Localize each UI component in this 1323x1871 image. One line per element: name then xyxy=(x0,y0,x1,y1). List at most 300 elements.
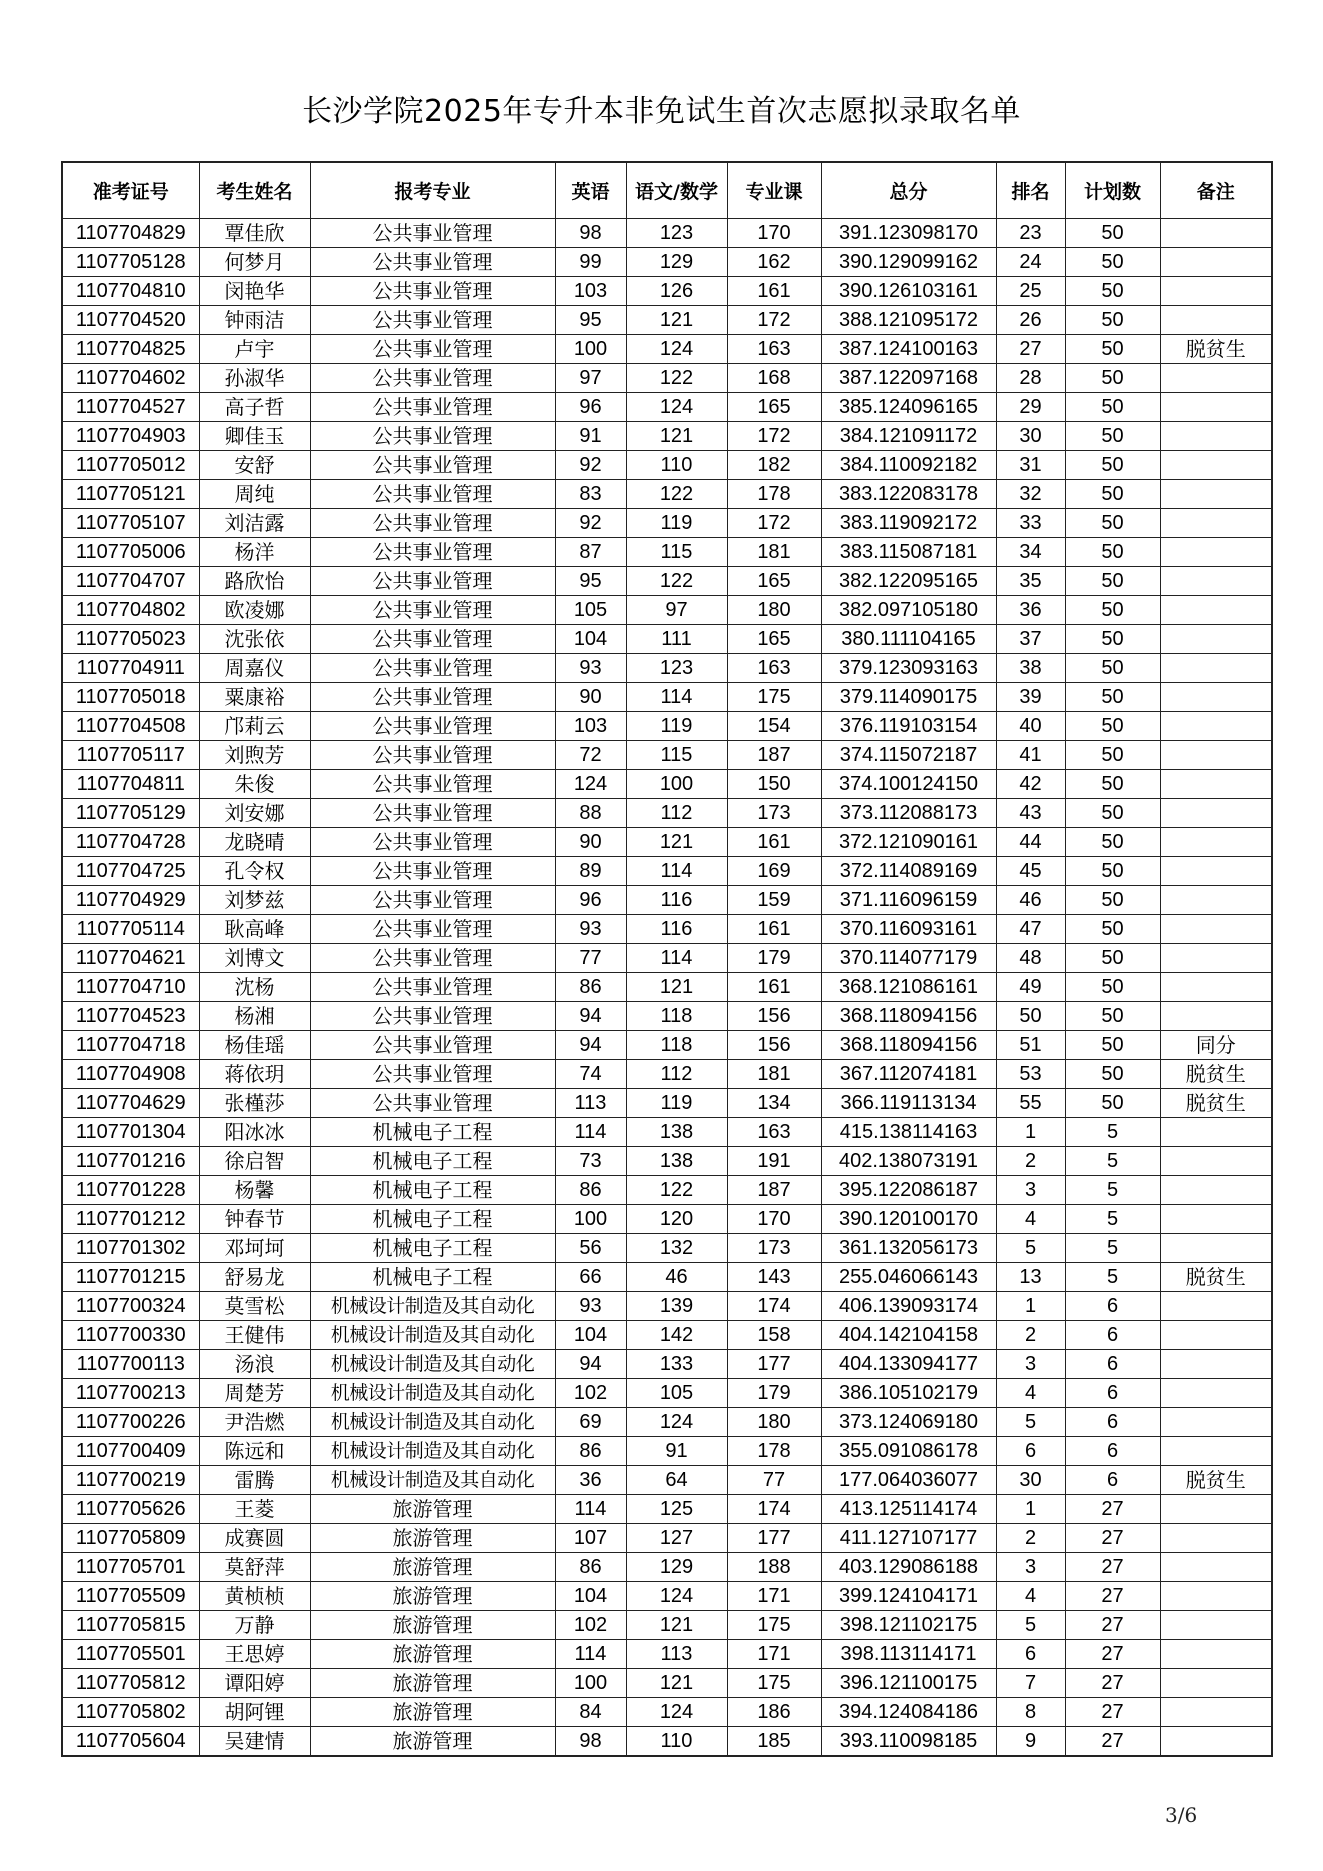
cell-exam-id: 1107704602 xyxy=(62,364,199,393)
cell-major: 机械电子工程 xyxy=(310,1263,555,1292)
cell-chinese-math: 118 xyxy=(626,1031,727,1060)
cell-total: 386.105102179 xyxy=(821,1379,996,1408)
cell-name: 刘安娜 xyxy=(199,799,310,828)
cell-english: 94 xyxy=(555,1031,626,1060)
cell-exam-id: 1107705128 xyxy=(62,248,199,277)
cell-major-course: 163 xyxy=(727,335,821,364)
table-row xyxy=(62,1205,1272,1234)
cell-name: 舒易龙 xyxy=(199,1263,310,1292)
cell-major-course: 156 xyxy=(727,1002,821,1031)
cell-major: 机械电子工程 xyxy=(310,1234,555,1263)
table-row xyxy=(62,1002,1272,1031)
cell-name: 孙淑华 xyxy=(199,364,310,393)
cell-name: 万静 xyxy=(199,1611,310,1640)
cell-total: 382.122095165 xyxy=(821,567,996,596)
table-row xyxy=(62,915,1272,944)
cell-name: 王思婷 xyxy=(199,1640,310,1669)
cell-total: 393.110098185 xyxy=(821,1727,996,1757)
cell-rank: 30 xyxy=(996,1466,1065,1495)
cell-major: 机械设计制造及其自动化 xyxy=(310,1379,555,1408)
cell-exam-id: 1107704621 xyxy=(62,944,199,973)
cell-rank: 29 xyxy=(996,393,1065,422)
cell-exam-id: 1107705107 xyxy=(62,509,199,538)
cell-note xyxy=(1160,828,1272,857)
cell-name: 刘博文 xyxy=(199,944,310,973)
cell-exam-id: 1107705802 xyxy=(62,1698,199,1727)
cell-major: 公共事业管理 xyxy=(310,248,555,277)
cell-note xyxy=(1160,1147,1272,1176)
cell-rank: 44 xyxy=(996,828,1065,857)
cell-exam-id: 1107705114 xyxy=(62,915,199,944)
cell-name: 王健伟 xyxy=(199,1321,310,1350)
cell-major-course: 179 xyxy=(727,1379,821,1408)
table-row xyxy=(62,596,1272,625)
cell-exam-id: 1107704903 xyxy=(62,422,199,451)
cell-name: 徐启智 xyxy=(199,1147,310,1176)
cell-plan: 6 xyxy=(1065,1437,1160,1466)
cell-plan: 50 xyxy=(1065,596,1160,625)
cell-note xyxy=(1160,596,1272,625)
cell-name: 王菱 xyxy=(199,1495,310,1524)
cell-rank: 35 xyxy=(996,567,1065,596)
cell-plan: 50 xyxy=(1065,828,1160,857)
cell-english: 124 xyxy=(555,770,626,799)
cell-chinese-math: 110 xyxy=(626,1727,727,1757)
table-row xyxy=(62,393,1272,422)
cell-plan: 50 xyxy=(1065,1002,1160,1031)
cell-total: 370.114077179 xyxy=(821,944,996,973)
cell-exam-id: 1107701216 xyxy=(62,1147,199,1176)
cell-major-course: 168 xyxy=(727,364,821,393)
cell-total: 383.115087181 xyxy=(821,538,996,567)
cell-major: 旅游管理 xyxy=(310,1669,555,1698)
cell-english: 113 xyxy=(555,1089,626,1118)
cell-name: 吴建情 xyxy=(199,1727,310,1757)
cell-name: 粟康裕 xyxy=(199,683,310,712)
cell-rank: 27 xyxy=(996,335,1065,364)
cell-rank: 50 xyxy=(996,1002,1065,1031)
cell-note xyxy=(1160,1350,1272,1379)
cell-major-course: 178 xyxy=(727,1437,821,1466)
cell-major: 旅游管理 xyxy=(310,1698,555,1727)
cell-name: 沈杨 xyxy=(199,973,310,1002)
cell-major: 公共事业管理 xyxy=(310,306,555,335)
cell-english: 93 xyxy=(555,654,626,683)
cell-english: 104 xyxy=(555,625,626,654)
cell-major: 公共事业管理 xyxy=(310,596,555,625)
cell-name: 刘洁露 xyxy=(199,509,310,538)
table-row xyxy=(62,712,1272,741)
table-row xyxy=(62,1176,1272,1205)
cell-plan: 5 xyxy=(1065,1205,1160,1234)
cell-chinese-math: 112 xyxy=(626,1060,727,1089)
cell-note: 脱贫生 xyxy=(1160,1089,1272,1118)
cell-note xyxy=(1160,1669,1272,1698)
cell-english: 102 xyxy=(555,1611,626,1640)
cell-major: 公共事业管理 xyxy=(310,654,555,683)
cell-plan: 50 xyxy=(1065,219,1160,248)
cell-rank: 42 xyxy=(996,770,1065,799)
cell-major-course: 156 xyxy=(727,1031,821,1060)
cell-english: 96 xyxy=(555,393,626,422)
cell-total: 404.142104158 xyxy=(821,1321,996,1350)
cell-exam-id: 1107701212 xyxy=(62,1205,199,1234)
cell-chinese-math: 121 xyxy=(626,828,727,857)
cell-rank: 39 xyxy=(996,683,1065,712)
cell-total: 370.116093161 xyxy=(821,915,996,944)
cell-note xyxy=(1160,915,1272,944)
table-row xyxy=(62,1292,1272,1321)
cell-exam-id: 1107705018 xyxy=(62,683,199,712)
cell-major: 公共事业管理 xyxy=(310,219,555,248)
cell-major: 公共事业管理 xyxy=(310,364,555,393)
cell-major: 公共事业管理 xyxy=(310,1031,555,1060)
cell-name: 钟雨洁 xyxy=(199,306,310,335)
cell-total: 415.138114163 xyxy=(821,1118,996,1147)
cell-major: 公共事业管理 xyxy=(310,538,555,567)
cell-major: 旅游管理 xyxy=(310,1495,555,1524)
cell-name: 高子哲 xyxy=(199,393,310,422)
table-row xyxy=(62,828,1272,857)
cell-english: 93 xyxy=(555,1292,626,1321)
cell-name: 邓坷坷 xyxy=(199,1234,310,1263)
cell-plan: 50 xyxy=(1065,857,1160,886)
cell-total: 383.122083178 xyxy=(821,480,996,509)
cell-note xyxy=(1160,886,1272,915)
table-row xyxy=(62,799,1272,828)
cell-major: 旅游管理 xyxy=(310,1611,555,1640)
cell-total: 366.119113134 xyxy=(821,1089,996,1118)
cell-plan: 5 xyxy=(1065,1147,1160,1176)
cell-note xyxy=(1160,1002,1272,1031)
cell-chinese-math: 120 xyxy=(626,1205,727,1234)
cell-exam-id: 1107705006 xyxy=(62,538,199,567)
table-row xyxy=(62,1524,1272,1553)
cell-major: 旅游管理 xyxy=(310,1640,555,1669)
cell-name: 杨湘 xyxy=(199,1002,310,1031)
cell-note xyxy=(1160,799,1272,828)
cell-english: 102 xyxy=(555,1379,626,1408)
cell-rank: 36 xyxy=(996,596,1065,625)
cell-total: 387.124100163 xyxy=(821,335,996,364)
cell-rank: 4 xyxy=(996,1205,1065,1234)
cell-plan: 27 xyxy=(1065,1553,1160,1582)
cell-english: 103 xyxy=(555,277,626,306)
cell-total: 361.132056173 xyxy=(821,1234,996,1263)
cell-note xyxy=(1160,1524,1272,1553)
cell-english: 104 xyxy=(555,1321,626,1350)
cell-exam-id: 1107701215 xyxy=(62,1263,199,1292)
cell-chinese-math: 132 xyxy=(626,1234,727,1263)
cell-chinese-math: 129 xyxy=(626,1553,727,1582)
cell-rank: 30 xyxy=(996,422,1065,451)
cell-major: 公共事业管理 xyxy=(310,915,555,944)
cell-major: 机械电子工程 xyxy=(310,1118,555,1147)
cell-rank: 4 xyxy=(996,1582,1065,1611)
cell-chinese-math: 113 xyxy=(626,1640,727,1669)
cell-plan: 50 xyxy=(1065,451,1160,480)
cell-chinese-math: 126 xyxy=(626,277,727,306)
cell-note xyxy=(1160,712,1272,741)
table-row xyxy=(62,944,1272,973)
cell-exam-id: 1107704523 xyxy=(62,1002,199,1031)
table-row xyxy=(62,1611,1272,1640)
cell-total: 373.124069180 xyxy=(821,1408,996,1437)
cell-plan: 50 xyxy=(1065,770,1160,799)
cell-name: 汤浪 xyxy=(199,1350,310,1379)
table-row xyxy=(62,422,1272,451)
cell-major-course: 161 xyxy=(727,973,821,1002)
cell-name: 卢宇 xyxy=(199,335,310,364)
cell-name: 朱俊 xyxy=(199,770,310,799)
cell-plan: 50 xyxy=(1065,567,1160,596)
cell-total: 398.113114171 xyxy=(821,1640,996,1669)
cell-exam-id: 1107700213 xyxy=(62,1379,199,1408)
cell-major: 机械设计制造及其自动化 xyxy=(310,1437,555,1466)
cell-exam-id: 1107704908 xyxy=(62,1060,199,1089)
cell-chinese-math: 121 xyxy=(626,1611,727,1640)
cell-major-course: 191 xyxy=(727,1147,821,1176)
cell-rank: 48 xyxy=(996,944,1065,973)
cell-major: 机械设计制造及其自动化 xyxy=(310,1350,555,1379)
cell-total: 398.121102175 xyxy=(821,1611,996,1640)
cell-rank: 6 xyxy=(996,1437,1065,1466)
cell-total: 394.124084186 xyxy=(821,1698,996,1727)
cell-major: 机械电子工程 xyxy=(310,1147,555,1176)
cell-total: 399.124104171 xyxy=(821,1582,996,1611)
cell-exam-id: 1107705023 xyxy=(62,625,199,654)
cell-major: 公共事业管理 xyxy=(310,741,555,770)
cell-english: 86 xyxy=(555,1553,626,1582)
cell-total: 367.112074181 xyxy=(821,1060,996,1089)
cell-plan: 27 xyxy=(1065,1669,1160,1698)
cell-major: 旅游管理 xyxy=(310,1582,555,1611)
cell-major-course: 182 xyxy=(727,451,821,480)
cell-major: 公共事业管理 xyxy=(310,886,555,915)
header-chinese-math: 语文/数学 xyxy=(626,162,727,219)
cell-rank: 31 xyxy=(996,451,1065,480)
cell-chinese-math: 139 xyxy=(626,1292,727,1321)
cell-rank: 3 xyxy=(996,1553,1065,1582)
cell-major-course: 187 xyxy=(727,741,821,770)
cell-major-course: 173 xyxy=(727,1234,821,1263)
cell-note xyxy=(1160,480,1272,509)
cell-exam-id: 1107704629 xyxy=(62,1089,199,1118)
cell-english: 88 xyxy=(555,799,626,828)
cell-chinese-math: 112 xyxy=(626,799,727,828)
cell-note xyxy=(1160,741,1272,770)
cell-total: 373.112088173 xyxy=(821,799,996,828)
cell-note xyxy=(1160,219,1272,248)
cell-major: 公共事业管理 xyxy=(310,1089,555,1118)
cell-total: 379.114090175 xyxy=(821,683,996,712)
cell-note xyxy=(1160,1292,1272,1321)
cell-note xyxy=(1160,538,1272,567)
cell-chinese-math: 122 xyxy=(626,567,727,596)
cell-plan: 6 xyxy=(1065,1321,1160,1350)
cell-total: 372.114089169 xyxy=(821,857,996,886)
cell-total: 385.124096165 xyxy=(821,393,996,422)
cell-total: 355.091086178 xyxy=(821,1437,996,1466)
cell-exam-id: 1107700409 xyxy=(62,1437,199,1466)
cell-note xyxy=(1160,451,1272,480)
cell-exam-id: 1107700226 xyxy=(62,1408,199,1437)
cell-total: 384.121091172 xyxy=(821,422,996,451)
cell-major-course: 173 xyxy=(727,799,821,828)
cell-plan: 50 xyxy=(1065,335,1160,364)
cell-total: 372.121090161 xyxy=(821,828,996,857)
cell-major-course: 172 xyxy=(727,422,821,451)
cell-major: 机械电子工程 xyxy=(310,1205,555,1234)
cell-plan: 50 xyxy=(1065,683,1160,712)
cell-major-course: 181 xyxy=(727,538,821,567)
cell-english: 77 xyxy=(555,944,626,973)
cell-rank: 49 xyxy=(996,973,1065,1002)
cell-total: 384.110092182 xyxy=(821,451,996,480)
cell-chinese-math: 138 xyxy=(626,1147,727,1176)
cell-plan: 50 xyxy=(1065,654,1160,683)
cell-major-course: 165 xyxy=(727,567,821,596)
cell-rank: 53 xyxy=(996,1060,1065,1089)
cell-total: 382.097105180 xyxy=(821,596,996,625)
cell-major-course: 174 xyxy=(727,1292,821,1321)
cell-major-course: 169 xyxy=(727,857,821,886)
cell-rank: 41 xyxy=(996,741,1065,770)
header-plan: 计划数 xyxy=(1065,162,1160,219)
cell-chinese-math: 91 xyxy=(626,1437,727,1466)
cell-rank: 6 xyxy=(996,1640,1065,1669)
cell-chinese-math: 119 xyxy=(626,1089,727,1118)
table-row xyxy=(62,1350,1272,1379)
cell-chinese-math: 127 xyxy=(626,1524,727,1553)
cell-name: 张槿莎 xyxy=(199,1089,310,1118)
cell-major: 公共事业管理 xyxy=(310,625,555,654)
cell-major-course: 177 xyxy=(727,1524,821,1553)
cell-chinese-math: 100 xyxy=(626,770,727,799)
cell-major-course: 170 xyxy=(727,1205,821,1234)
cell-name: 莫舒萍 xyxy=(199,1553,310,1582)
cell-note xyxy=(1160,973,1272,1002)
cell-name: 耿高峰 xyxy=(199,915,310,944)
cell-english: 89 xyxy=(555,857,626,886)
cell-chinese-math: 121 xyxy=(626,422,727,451)
cell-chinese-math: 124 xyxy=(626,1698,727,1727)
cell-name: 周纯 xyxy=(199,480,310,509)
table-row xyxy=(62,1263,1272,1292)
cell-chinese-math: 115 xyxy=(626,538,727,567)
table-row xyxy=(62,1118,1272,1147)
cell-exam-id: 1107705117 xyxy=(62,741,199,770)
cell-major: 公共事业管理 xyxy=(310,828,555,857)
cell-chinese-math: 116 xyxy=(626,886,727,915)
cell-note xyxy=(1160,1234,1272,1263)
cell-plan: 50 xyxy=(1065,364,1160,393)
cell-plan: 50 xyxy=(1065,741,1160,770)
cell-rank: 25 xyxy=(996,277,1065,306)
cell-major-course: 174 xyxy=(727,1495,821,1524)
cell-english: 83 xyxy=(555,480,626,509)
cell-major-course: 175 xyxy=(727,1669,821,1698)
cell-note xyxy=(1160,1640,1272,1669)
table-row xyxy=(62,1698,1272,1727)
table-row xyxy=(62,1089,1272,1118)
table-row xyxy=(62,973,1272,1002)
cell-major-course: 150 xyxy=(727,770,821,799)
cell-plan: 50 xyxy=(1065,1089,1160,1118)
cell-plan: 50 xyxy=(1065,1031,1160,1060)
admission-table xyxy=(61,161,1273,1757)
table-row xyxy=(62,625,1272,654)
cell-chinese-math: 118 xyxy=(626,1002,727,1031)
table-row xyxy=(62,335,1272,364)
table-row xyxy=(62,277,1272,306)
cell-note xyxy=(1160,1495,1272,1524)
cell-english: 86 xyxy=(555,973,626,1002)
cell-major-course: 178 xyxy=(727,480,821,509)
cell-note xyxy=(1160,654,1272,683)
cell-note xyxy=(1160,567,1272,596)
cell-note: 脱贫生 xyxy=(1160,1263,1272,1292)
cell-name: 孔令权 xyxy=(199,857,310,886)
cell-note: 脱贫生 xyxy=(1160,335,1272,364)
table-row xyxy=(62,219,1272,248)
cell-plan: 50 xyxy=(1065,509,1160,538)
cell-major: 机械设计制造及其自动化 xyxy=(310,1292,555,1321)
cell-plan: 50 xyxy=(1065,712,1160,741)
cell-exam-id: 1107704911 xyxy=(62,654,199,683)
table-row xyxy=(62,1234,1272,1263)
cell-exam-id: 1107704811 xyxy=(62,770,199,799)
cell-chinese-math: 114 xyxy=(626,944,727,973)
cell-chinese-math: 115 xyxy=(626,741,727,770)
cell-major-course: 172 xyxy=(727,509,821,538)
cell-total: 396.121100175 xyxy=(821,1669,996,1698)
cell-plan: 27 xyxy=(1065,1727,1160,1757)
cell-major: 公共事业管理 xyxy=(310,277,555,306)
cell-name: 龙晓晴 xyxy=(199,828,310,857)
cell-rank: 5 xyxy=(996,1408,1065,1437)
cell-major-course: 171 xyxy=(727,1640,821,1669)
cell-major-course: 159 xyxy=(727,886,821,915)
header-major: 报考专业 xyxy=(310,162,555,219)
cell-note xyxy=(1160,422,1272,451)
cell-rank: 28 xyxy=(996,364,1065,393)
cell-rank: 2 xyxy=(996,1321,1065,1350)
cell-major: 公共事业管理 xyxy=(310,683,555,712)
cell-major-course: 165 xyxy=(727,625,821,654)
cell-exam-id: 1107705701 xyxy=(62,1553,199,1582)
cell-note xyxy=(1160,1611,1272,1640)
cell-total: 374.115072187 xyxy=(821,741,996,770)
cell-english: 73 xyxy=(555,1147,626,1176)
cell-exam-id: 1107704802 xyxy=(62,596,199,625)
cell-note xyxy=(1160,306,1272,335)
cell-chinese-math: 124 xyxy=(626,335,727,364)
cell-english: 95 xyxy=(555,567,626,596)
cell-plan: 50 xyxy=(1065,625,1160,654)
header-exam-id: 准考证号 xyxy=(62,162,199,219)
cell-rank: 38 xyxy=(996,654,1065,683)
cell-name: 刘梦兹 xyxy=(199,886,310,915)
cell-total: 402.138073191 xyxy=(821,1147,996,1176)
cell-exam-id: 1107705509 xyxy=(62,1582,199,1611)
cell-english: 105 xyxy=(555,596,626,625)
header-note: 备注 xyxy=(1160,162,1272,219)
header-major-course: 专业课 xyxy=(727,162,821,219)
cell-name: 周嘉仪 xyxy=(199,654,310,683)
cell-rank: 9 xyxy=(996,1727,1065,1757)
cell-rank: 1 xyxy=(996,1495,1065,1524)
